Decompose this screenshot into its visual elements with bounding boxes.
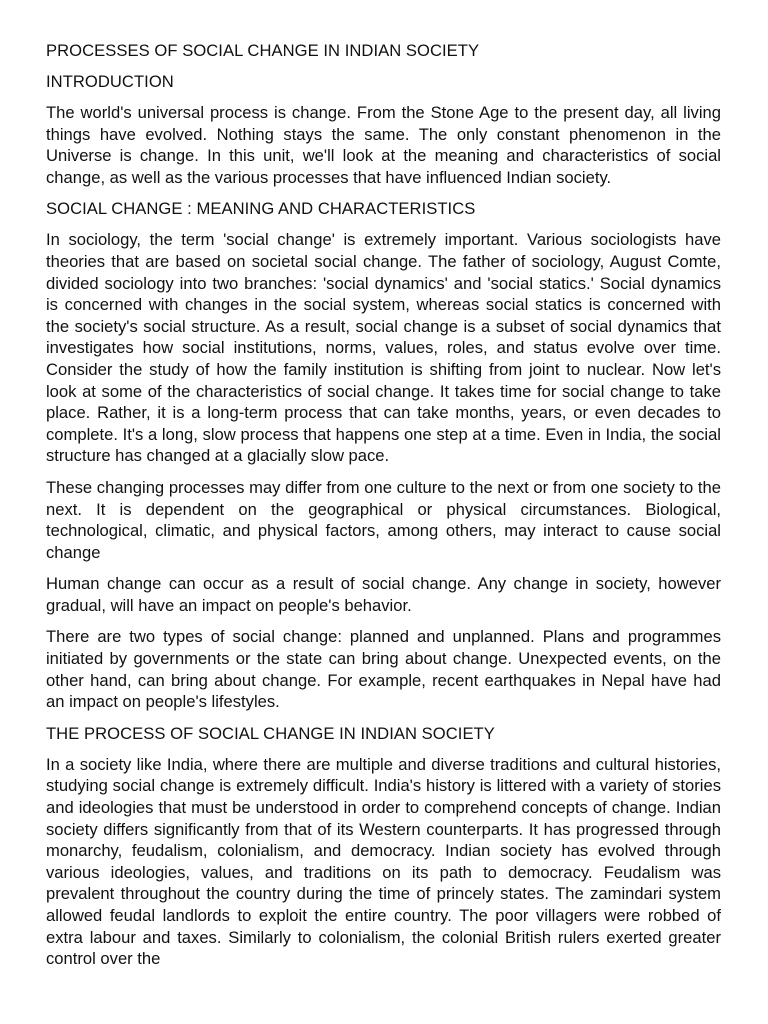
section-heading-introduction: INTRODUCTION xyxy=(46,72,174,91)
paragraph: In a society like India, where there are multiple and diverse traditions and cultural histories, studying social change is extremely difficult. India's history is littered with a variety of stories and ideologies that must be understood in order to comprehend concepts of change. Indian society differs significantly from that of its Western counterparts. It has progressed through monarchy, feudalism, colonialism, and democracy. Indian society has evolved through various ideologies, values, and traditions on its path to democracy. Feudalism was prevalent throughout the country during the time of princely states. The zamindari system allowed feudal landlords to exploit the entire country. The poor villagers were robbed of extra labour and taxes. Similarly to colonialism, the colonial British rulers exerted greater control over the xyxy=(46,754,721,969)
section-heading-process: THE PROCESS OF SOCIAL CHANGE IN INDIAN SOCIETY xyxy=(46,723,495,743)
paragraph: In sociology, the term 'social change' is extremely important. Various sociologists have theories that are based on societal social change. The father of sociology, August Comte, divided sociology into two branches: 'social dynamics' and 'social statics.' Social dynamics is concerned with changes in the social system, whereas social statics is concerned with the society's social structure. As a result, social change is a subset of social dynamics that investigates how social institutions, norms, values, roles, and status evolve over time. Consider the study of how the family institution is shifting from joint to nuclear. Now let's look at some of the characteristics of social change. It takes time for social change to take place. Rather, it is a long-term process that can take months, years, or even decades to complete. It's a long, slow process that happens one step at a time. Even in India, the social structure has changed at a glacially slow pace. xyxy=(46,230,721,466)
document-title: PROCESSES OF SOCIAL CHANGE IN INDIAN SOCIETY xyxy=(46,41,480,60)
document-page xyxy=(46,40,721,980)
paragraph: The world's universal process is change. From the Stone Age to the present day, all living things have evolved. Nothing stays the same. The only constant phenomenon in the Universe is change. In this unit, we'll look at the meaning and characteristics of social change, as well as the various processes that have influenced Indian society. xyxy=(46,103,721,187)
paragraph: These changing processes may differ from one culture to the next or from one society to the next. It is dependent on the geographical or physical circumstances. Biological, technological, climatic, and physical factors, among others, may interact to cause social change xyxy=(46,477,721,562)
paragraph: There are two types of social change: planned and unplanned. Plans and programmes initiated by governments or the state can bring about change. Unexpected events, on the other hand, can bring about change. For example, recent earthquakes in Nepal have had an impact on people's lifestyles. xyxy=(46,627,721,712)
paragraph: Human change can occur as a result of social change. Any change in society, however gradual, will have an impact on people's behavior. xyxy=(46,574,721,615)
section-heading-meaning: SOCIAL CHANGE : MEANING AND CHARACTERISTICS xyxy=(46,199,476,219)
